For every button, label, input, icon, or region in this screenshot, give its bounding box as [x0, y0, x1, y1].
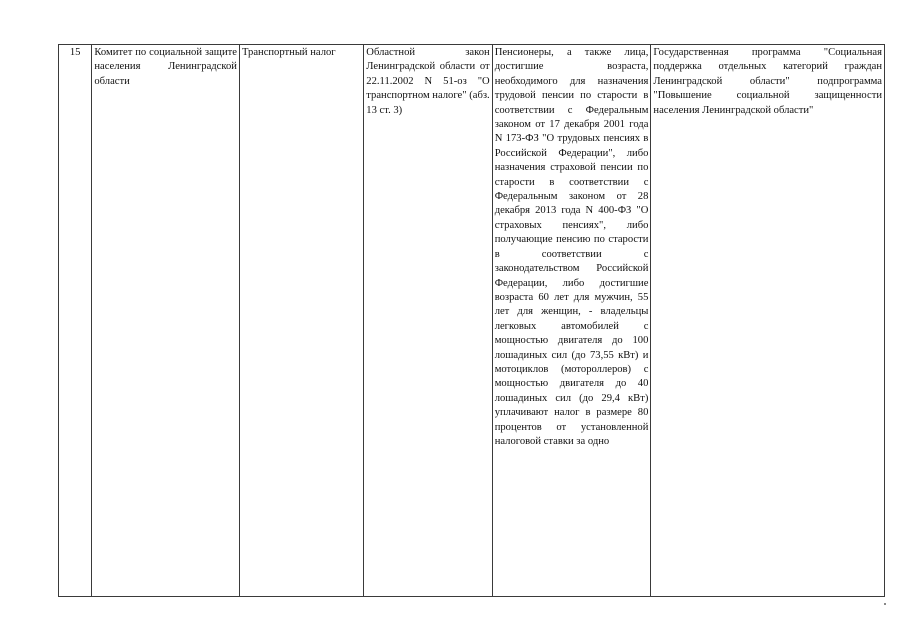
- page-mark: [884, 603, 886, 605]
- row-number: 15: [59, 45, 92, 597]
- law-cell: Областной закон Ленинградской области от 22.11.2002 N 51-оз "О транспортном налоге" (абз. 13 ст. 3): [364, 45, 492, 597]
- tax-cell: Транспортный налог: [239, 45, 363, 597]
- beneficiaries-cell: Пенсионеры, а также лица, достигшие возраста, необходимого для назначения трудовой пенсии по старости в соответствии с Федеральным законом от 17 декабря 2001 года N 173-ФЗ "О трудовых пенсиях в Российской Федерации", либо назначения страховой пенсии по старости в соответствии с Федеральным законом от 28 декабря 2013 года N 400-ФЗ "О страховых пенсиях", либо получающие пенсию по старости в соответствии с законодательством Российской Федерации, либо достигшие возраста 60 лет для мужчин, 55 лет для женщин, - владельцы легковых автомобилей с мощностью двигателя до 100 лошадиных сил (до 73,55 кВт) и мотоциклов (мотороллеров) с мощностью двигателя до 40 лошадиных сил (до 29,4 кВт) уплачивают налог в размере 80 процентов от установленной налоговой ставки за одно: [492, 45, 651, 597]
- program-cell: Государственная программа "Социальная поддержка отдельных категорий граждан Ленинградской области" подпрограмма "Повышение социальной защищенности населения Ленинградской области": [651, 45, 885, 597]
- benefits-table: [58, 44, 885, 597]
- table-row: [59, 45, 885, 597]
- organization-cell: Комитет по социальной защите населения Ленинградской области: [92, 45, 240, 597]
